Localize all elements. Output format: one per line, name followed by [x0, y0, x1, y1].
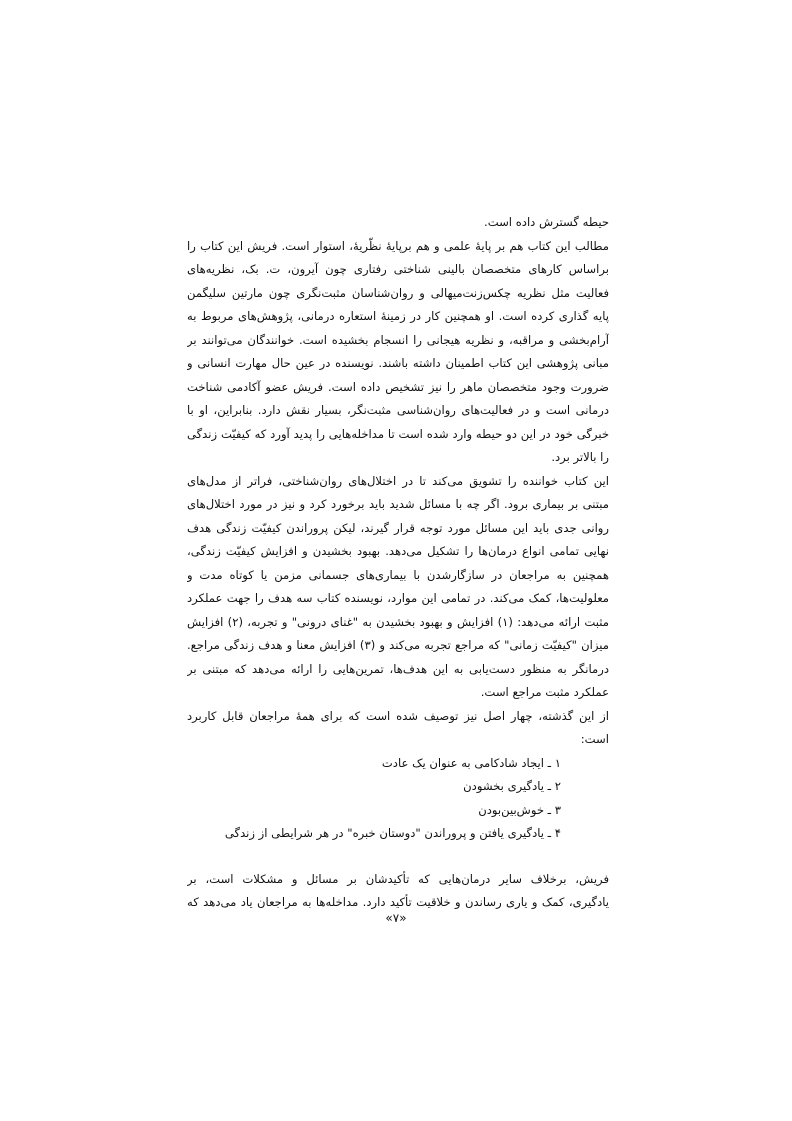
text-line: یادگیری، کمک و یاری رساندن و خلاقیت تأکید دارد. مداخله‌ها به مراجعان یاد می‌دهد که: [187, 895, 609, 909]
closing-paragraph: [187, 868, 609, 915]
text-line: فریش، برخلاف سایر درمان‌هایی که تأکیدشان بر مسائل و مشکلات است، بر: [187, 871, 609, 886]
text-line: فعالیت مثل نظریه چکس‌زنت‌میهالی و روان‌شناسان مثبت‌نگری چون مارتین سلیگمن: [187, 285, 609, 300]
text-line: معلولیت‌ها، کمک می‌کند. در تمامی این موارد، نویسنده کتاب سه هدف را جهت عملکرد: [187, 591, 609, 605]
list-item: ۲ ـ یادگیری بخشودن: [463, 779, 561, 793]
list-item: ۱ ـ ایجاد شادکامی به عنوان یک عادت: [381, 755, 561, 770]
text-line: براساس کارهای متخصصان بالینی شناختی رفتاری چون آیرون، ت. بک، نظریه‌های: [187, 262, 609, 276]
text-line: روانی جدی باید این مسائل مورد توجه قرار گیرند، لیکن پروراندن کیفیّت زندگی هدف: [187, 520, 609, 535]
text-line: درمانگر به منظور دست‌یابی به این هدف‌ها، تمرین‌هایی را ارائه می‌دهد که مبتنی بر: [187, 661, 609, 676]
text-line: ضرورت وجود متخصصان ماهر را نیز تشخیص داده است. فریش عضو آکادمی شناخت: [187, 379, 609, 394]
text-line: مثبت ارائه می‌دهد: (۱) افزایش و بهبود بخشیدن به "غنای درونی" و تجربه، (۲) افزایش: [187, 614, 609, 629]
text-line: درمانی است و در فعالیت‌های روان‌شناسی مثبت‌نگر، بسیار نقش دارد. بنابراین، او با: [187, 403, 609, 417]
text-line: این کتاب خواننده را تشویق می‌کند تا در اختلال‌های روان‌شناختی، فراتر از مدل‌های: [187, 473, 609, 488]
text-line: خبرگی خود در این دو حیطه وارد شده است تا مداخله‌هایی را پدید آورد که کیفیّت زندگی: [187, 426, 609, 441]
text-line: پایه گذاری کرده است. او همچنین کار در زمینهٔ استعاره درمانی، پژوهش‌های مربوط به: [187, 309, 609, 323]
text-line: را بالاتر برد.: [551, 450, 609, 464]
text-line: همچنین به مراجعان در سازگارشدن با بیماری‌های جسمانی مزمن یا کوتاه مدت و: [187, 567, 609, 582]
page-number: «۷»: [385, 911, 407, 925]
text-line: مبتنی بر بیماری برود. اگر چه با مسائل شدید باید برخورد کرد و نیز در مورد اختلال‌های: [187, 497, 609, 511]
page-text: [187, 211, 609, 915]
paragraph-3: [187, 470, 609, 705]
text-line: مطالب این کتاب هم بر پایهٔ علمی و هم برپایهٔ نظّریهٔ، استوار است. فریش این کتاب را: [187, 238, 609, 253]
principles-list: [187, 752, 609, 846]
paragraph-2: [187, 235, 609, 470]
text-line: مبانی پژوهشی این کتاب اطمینان داشته باشند. نویسنده در عین حال مهارت انسانی و: [187, 356, 609, 370]
section-gap: [187, 846, 609, 868]
text-line: حیطه گسترش داده است.: [484, 215, 609, 229]
text-line: آرام‌بخشی و مراقبه، و نظریه هیجانی را انسجام بخشیده است. خوانندگان می‌توانند بر: [187, 332, 609, 347]
text-line: میزان "کیفیّت زمانی" که مراجع تجربه می‌کند و (۳) افزایش معنا و هدف زندگی مراجع.: [187, 638, 609, 652]
list-item: ۳ ـ خوش‌بین‌بودن: [478, 802, 561, 817]
list-item: ۴ ـ یادگیری یافتن و پروراندن "دوستان خبره" در هر شرایطی از زندگی: [224, 826, 561, 840]
text-line: عملکرد مثبت مراجع است.: [480, 685, 609, 699]
paragraph-4: [187, 705, 609, 752]
text-line: نهایی تمامی انواع درمان‌ها را تشکیل می‌دهد. بهبود بخشیدن و افزایش کیفیّت زندگی،: [187, 544, 609, 558]
paragraph-1: [187, 211, 609, 235]
text-line: است:: [580, 732, 609, 746]
text-line: از این گذشته، چهار اصل نیز توصیف شده است که برای همهٔ مراجعان قابل کاربرد: [187, 708, 609, 723]
